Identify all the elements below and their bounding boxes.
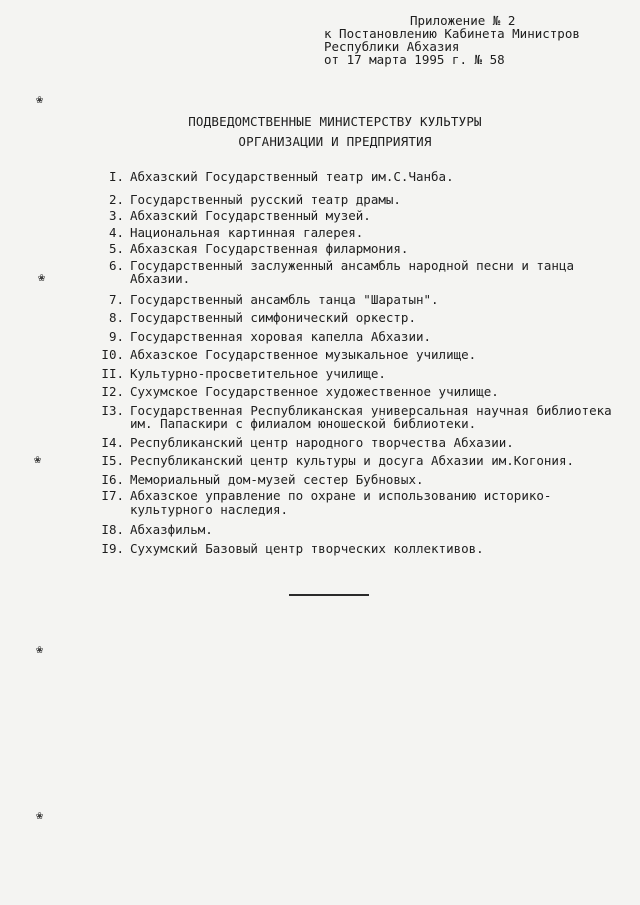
- list-item: [100, 385, 615, 399]
- item-text: Абхазфильм.: [130, 522, 213, 537]
- item-number: I7.: [101, 488, 124, 503]
- hole-punch-mark: ❀: [38, 270, 46, 284]
- title-line-1: ПОДВЕДОМСТВЕННЫЕ МИНИСТЕРСТВУ КУЛЬТУРЫ: [188, 114, 482, 129]
- item-number: I2.: [101, 384, 124, 399]
- hole-punch-mark: ❀: [34, 452, 42, 466]
- list-item: [100, 330, 615, 344]
- list-item: [100, 523, 615, 537]
- hole-punch-mark: ❀: [36, 642, 44, 656]
- item-number: 5.: [108, 241, 124, 256]
- item-number: I0.: [101, 347, 124, 362]
- item-text: Государственный симфонический оркестр.: [130, 310, 416, 325]
- hole-punch-mark: ❀: [36, 808, 44, 822]
- item-text: Мемориальный дом-музей сестер Бубновых.: [130, 471, 424, 487]
- list-item: [100, 193, 615, 207]
- item-text: Национальная картинная галерея.: [130, 224, 364, 240]
- hole-punch-mark: ❀: [36, 92, 44, 106]
- list-item: [100, 293, 615, 307]
- title-line-2: ОРГАНИЗАЦИИ И ПРЕДПРИЯТИЯ: [238, 134, 432, 149]
- item-text: Абхазский Государственный театр им.С.Чанба.: [130, 169, 454, 184]
- list-item: [100, 170, 615, 184]
- organization-list: [100, 170, 615, 555]
- closing-rule: [289, 594, 369, 596]
- list-item: [100, 311, 615, 325]
- list-item: [100, 209, 615, 223]
- item-number: 3.: [108, 208, 124, 223]
- item-text: Государственный заслуженный ансамбль народной песни и танца Абхазии.: [130, 257, 575, 286]
- item-text: Сухумское Государственное художественное училище.: [130, 384, 499, 399]
- item-number: I.: [108, 169, 124, 184]
- item-number: I5.: [101, 453, 124, 468]
- appendix-number: Приложение № 2: [410, 13, 516, 28]
- item-text: Абхазская Государственная филармония.: [130, 241, 409, 256]
- item-text: Государственная Республиканская универсальная научная библиотека им. Папаскири с филиалом юношеской библиотеки.: [130, 402, 612, 431]
- list-item: [100, 489, 615, 516]
- list-item: [100, 473, 615, 487]
- list-item: [100, 226, 615, 240]
- item-number: 9.: [108, 328, 124, 344]
- item-number: 4.: [108, 224, 124, 240]
- item-text: Республиканский центр народного творчества Абхазии.: [130, 434, 514, 450]
- list-item: [100, 367, 615, 381]
- item-text: Сухумский Базовый центр творческих коллективов.: [130, 540, 484, 556]
- item-number: I3.: [101, 402, 124, 418]
- list-item: [100, 348, 615, 362]
- appendix-header: [324, 14, 624, 66]
- appendix-republic: Республики Абхазия: [324, 39, 460, 54]
- item-text: Абхазское управление по охране и использованию историко-культурного наследия.: [130, 488, 552, 517]
- item-text: Государственный русский театр драмы.: [130, 191, 401, 207]
- item-text: Культурно-просветительное училище.: [130, 365, 386, 381]
- item-number: 7.: [108, 291, 124, 307]
- list-item: [100, 454, 615, 468]
- appendix-date: от 17 марта 1995 г. № 58: [324, 52, 505, 67]
- item-number: I8.: [101, 522, 124, 537]
- item-number: I9.: [101, 540, 124, 556]
- item-number: I4.: [101, 434, 124, 450]
- item-text: Абхазское Государственное музыкальное училище.: [130, 347, 477, 362]
- item-number: 2.: [108, 191, 124, 207]
- list-item: [100, 436, 615, 450]
- item-text: Государственная хоровая капелла Абхазии.: [130, 328, 432, 344]
- item-text: Абхазский Государственный музей.: [130, 208, 371, 223]
- item-number: 6.: [108, 257, 124, 273]
- appendix-reference: к Постановлению Кабинета Министров: [324, 26, 580, 41]
- item-number: I6.: [101, 471, 124, 487]
- item-text: Республиканский центр культуры и досуга Абхазии им.Когония.: [130, 453, 575, 468]
- list-item: [100, 259, 615, 286]
- item-number: 8.: [108, 310, 124, 325]
- item-number: II.: [101, 365, 124, 381]
- list-item: [100, 242, 615, 256]
- list-item: [100, 542, 615, 556]
- document-title: [150, 112, 520, 152]
- item-text: Государственный ансамбль танца "Шаратын".: [130, 291, 439, 307]
- list-item: [100, 404, 615, 431]
